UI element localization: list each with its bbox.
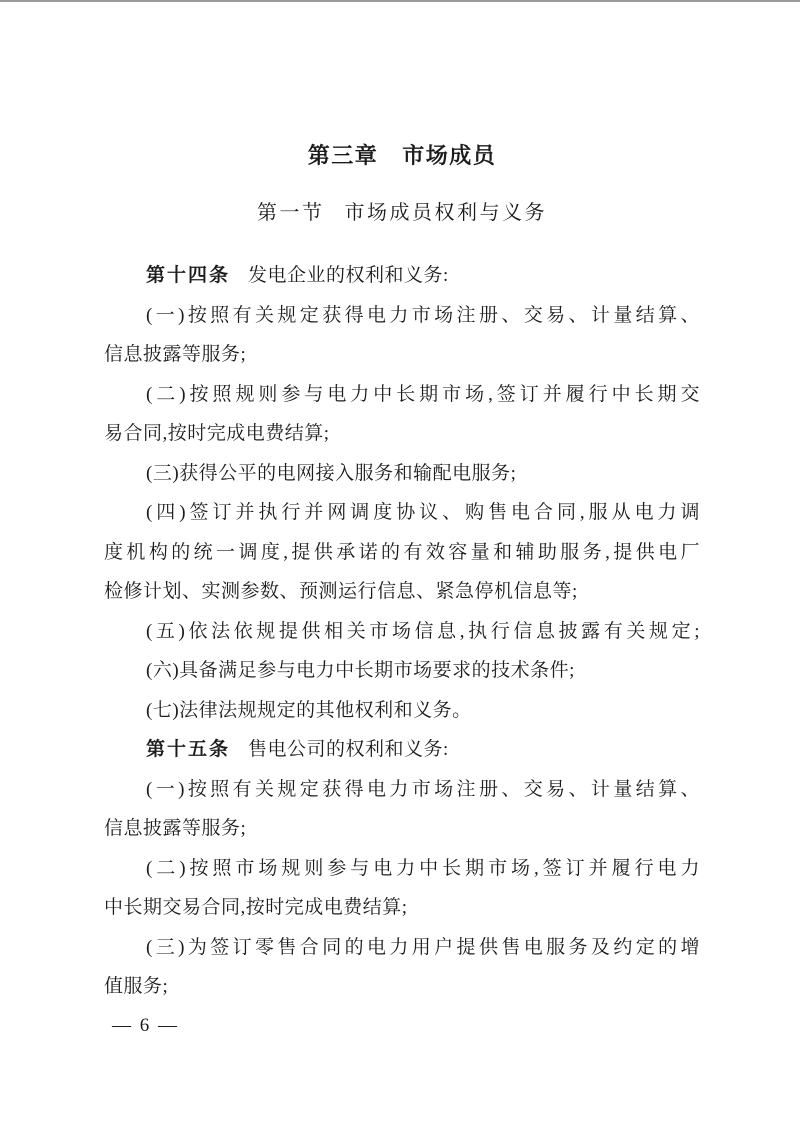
clause-line: (五)依法依规提供相关市场信息,执行信息披露有关规定; (146, 620, 700, 642)
clause-line: (三)为签订零售合同的电力用户提供售电服务及约定的增 (146, 936, 700, 958)
chapter-title (104, 141, 700, 171)
section-title (104, 198, 700, 228)
article-body (104, 256, 700, 1007)
scan-edge-line (0, 0, 800, 2)
article-14-number: 第十四条 (146, 265, 231, 286)
clause-line: (四)签订并执行并网调度协议、购售电合同,服从电力调 (146, 502, 700, 523)
page-number: — 6 — (112, 1014, 179, 1036)
page-content (104, 141, 700, 1041)
chapter-number: 第三章 (307, 143, 379, 168)
clause-line: (六)具备满足参与电力中长期市场要求的技术条件; (146, 660, 575, 681)
clause-line: 检修计划、实测参数、预测运行信息、紧急停机信息等; (104, 581, 578, 602)
clause-line: 度机构的统一调度,提供承诺的有效容量和辅助服务,提供电厂 (104, 541, 700, 563)
clause-line: (二)按照市场规则参与电力中长期市场,签订并履行电力 (146, 857, 700, 879)
section-number: 第一节 (257, 202, 325, 224)
clause-line: 信息披露等服务; (104, 818, 247, 839)
article-14-title: 发电企业的权利和义务: (248, 265, 449, 286)
chapter-name: 市场成员 (402, 143, 497, 168)
article-15-number: 第十五条 (146, 739, 231, 760)
clause-line: 值服务; (104, 976, 169, 997)
section-name: 市场成员权利与义务 (344, 202, 547, 224)
article-15-title: 售电公司的权利和义务: (248, 739, 449, 760)
clause-line: 中长期交易合同,按时完成电费结算; (104, 897, 408, 918)
clause-line: (二)按照规则参与电力中长期市场,签订并履行中长期交 (146, 383, 700, 405)
clause-line: (一)按照有关规定获得电力市场注册、交易、计量结算、 (146, 304, 700, 326)
clause-line: 易合同,按时完成电费结算; (104, 423, 330, 444)
article-15-heading (104, 730, 700, 770)
article-14-heading (104, 256, 700, 296)
clause-line: (一)按照有关规定获得电力市场注册、交易、计量结算、 (146, 778, 700, 800)
clause-line: 信息披露等服务; (104, 344, 247, 365)
clause-line: (三)获得公平的电网接入服务和输配电服务; (146, 462, 517, 484)
clause-line: (七)法律法规规定的其他权利和义务。 (146, 699, 472, 721)
